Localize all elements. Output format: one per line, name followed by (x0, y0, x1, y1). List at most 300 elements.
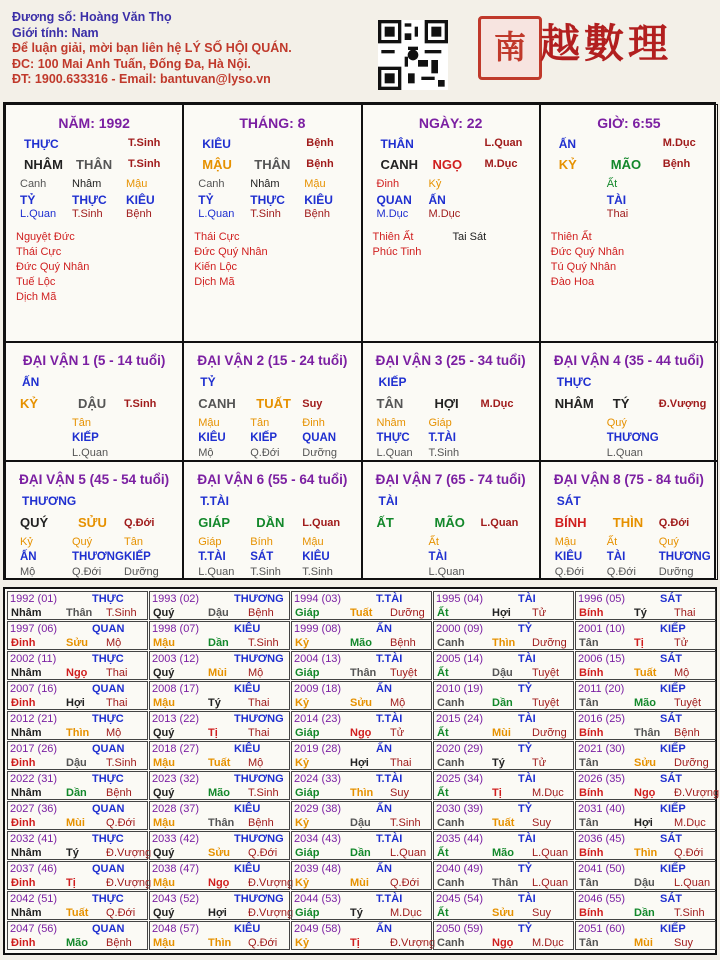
year-cell (7, 651, 148, 680)
pillar-stem: CANH (380, 157, 419, 172)
year-cell (575, 771, 720, 800)
year-cell (149, 771, 290, 800)
year-label: 2014 (23) (294, 713, 342, 725)
year-stem: Tân (579, 877, 599, 889)
dai-van-branch: HỢI (434, 396, 459, 411)
year-branch: Dần (492, 697, 513, 709)
year-stem: Giáp (295, 787, 320, 799)
year-state: Q.Đới (248, 937, 278, 949)
year-cell (149, 861, 294, 890)
year-label: 2019 (28) (294, 743, 342, 755)
year-branch: Sửu (66, 637, 89, 649)
year-stem: Quý (153, 607, 175, 619)
year-label: 2038 (47) (152, 863, 200, 875)
year-state: Mộ (390, 697, 406, 709)
dai-van-state: Q.Đới (124, 517, 155, 529)
pillar-title: NGÀY: 22 (418, 115, 483, 131)
pillar-title: THÁNG: 8 (239, 115, 306, 131)
year-state: L.Quan (390, 847, 427, 859)
year-cell (7, 801, 148, 830)
pillar-branch: MÃO (610, 157, 642, 172)
year-stem: Quý (153, 667, 175, 679)
year-stem: Ất (437, 727, 449, 739)
dai-van-hidden: Nhâm (376, 417, 406, 429)
year-branch: Thìn (492, 637, 516, 649)
year-label: 2006 (15) (578, 653, 626, 665)
pillar-god-state: L.Quan (484, 137, 523, 149)
pillar-cell (183, 104, 361, 342)
year-god: QUAN (92, 743, 125, 755)
dai-van-hidden: Bính (250, 536, 273, 548)
year-stem: Đinh (11, 697, 36, 709)
year-state: Q.Đới (390, 877, 420, 889)
year-state: Tử (390, 727, 405, 739)
dai-van-hidden: Tân (250, 417, 270, 429)
year-branch: Mùi (208, 667, 227, 679)
shen-sha-star: Đức Quý Nhân (16, 261, 90, 273)
year-stem: Giáp (295, 847, 320, 859)
dai-van-hidden: Dưỡng (302, 447, 338, 459)
year-branch: Ngọ (208, 877, 230, 889)
year-stem: Đinh (11, 757, 36, 769)
year-stem: Kỷ (295, 697, 310, 709)
year-stem: Giáp (295, 607, 320, 619)
hidden-stem: Canh (198, 178, 225, 190)
year-cell (149, 651, 290, 680)
year-cell (433, 681, 574, 710)
year-state: Suy (390, 787, 409, 799)
hidden-stem: M.Dục (428, 208, 461, 220)
year-state: Mộ (248, 667, 264, 679)
year-state: Bệnh (106, 787, 132, 799)
year-god: TÀI (518, 653, 536, 665)
year-state: Đ.Vượng (390, 937, 436, 949)
hidden-stem: THỰC (250, 193, 285, 207)
year-cell (7, 741, 148, 770)
year-branch: Thân (350, 667, 377, 679)
dai-van-stem: QUÝ (20, 515, 49, 530)
dai-van-hidden: THƯƠNG (606, 432, 659, 444)
year-god: T.TÀI (376, 653, 403, 665)
year-cell (433, 921, 574, 950)
year-stem: Tân (579, 817, 599, 829)
year-branch: Dần (208, 637, 229, 649)
year-cell (433, 801, 574, 830)
year-state: Q.Đới (106, 907, 136, 919)
year-stem: Ất (437, 787, 449, 799)
year-label: 2020 (29) (436, 743, 484, 755)
year-stem: Nhâm (11, 607, 42, 619)
year-label: 2035 (44) (436, 833, 484, 845)
dai-van-stem: KỶ (20, 396, 39, 411)
dai-van-hidden: Mậu (302, 536, 324, 548)
year-branch: Sửu (208, 847, 231, 859)
year-god: THỰC (92, 653, 124, 665)
dai-van-god: SÁT (556, 494, 581, 508)
year-cell (291, 891, 432, 920)
year-branch: Tý (350, 907, 363, 919)
year-god: TÀI (518, 593, 536, 605)
year-god: QUAN (92, 923, 125, 935)
dai-van-hidden: Mậu (554, 536, 577, 548)
year-state: Mộ (248, 757, 264, 769)
dai-van-hidden: Giáp (198, 536, 222, 548)
dai-van-hidden: L.Quan (376, 447, 413, 459)
dai-van-hidden: T.Sinh (302, 566, 333, 578)
year-stem: Mậu (153, 757, 175, 769)
year-stem: Bính (579, 907, 604, 919)
year-state: Tuyệt (532, 667, 560, 679)
year-label: 2050 (59) (436, 923, 484, 935)
dai-van-state: M.Dục (480, 398, 514, 410)
dai-van-cell (540, 461, 718, 580)
year-state: Thai (106, 697, 128, 709)
dai-van-hidden: Q.Đới (72, 566, 102, 578)
pillar-god: KIÊU (202, 137, 231, 151)
year-label: 1997 (06) (10, 623, 58, 635)
year-label: 2026 (35) (578, 773, 626, 785)
shen-sha-star: Tai Sát (452, 231, 487, 243)
year-stem: Ất (437, 607, 449, 619)
dai-van-hidden: L.Quan (198, 566, 235, 578)
year-god: ẤN (376, 923, 392, 935)
year-cell (7, 891, 148, 920)
year-branch: Tị (492, 787, 502, 799)
year-state: Q.Đới (674, 847, 704, 859)
dai-van-god: TỶ (200, 375, 216, 389)
year-state: Bệnh (390, 637, 416, 649)
dai-van-title: ĐẠI VẬN 2 (15 - 24 tuổi) (197, 353, 348, 368)
dai-van-hidden: L.Quan (606, 447, 643, 459)
year-branch: Dậu (634, 877, 655, 889)
qr-code-icon (378, 20, 448, 90)
shen-sha-star: Nguyệt Đức (16, 231, 75, 243)
dai-van-hidden: TÀI (428, 551, 448, 563)
year-god: ẤN (376, 743, 392, 755)
dai-van-cell (362, 342, 540, 461)
hidden-stem: M.Dục (376, 208, 409, 220)
year-branch: Mão (634, 697, 656, 709)
dai-van-hidden: Q.Đới (250, 447, 280, 459)
year-cell (575, 891, 716, 920)
year-cell (433, 651, 574, 680)
hidden-stem: QUAN (376, 193, 412, 207)
pillar-god: ẤN (558, 137, 577, 151)
year-cell (433, 741, 574, 770)
year-cell (575, 831, 716, 860)
year-cell (291, 621, 432, 650)
year-branch: Sửu (634, 757, 657, 769)
year-branch: Mùi (634, 937, 653, 949)
year-god: THƯƠNG (234, 713, 284, 725)
dai-van-hidden: Mộ (198, 447, 214, 459)
year-branch: Ngọ (492, 937, 514, 949)
year-label: 2031 (40) (578, 803, 626, 815)
year-stem: Đinh (11, 937, 36, 949)
hidden-stem: Nhâm (72, 178, 102, 190)
dai-van-hidden: ẤN (20, 551, 37, 563)
year-stem: Giáp (295, 727, 320, 739)
dai-van-branch: DẦN (256, 515, 285, 530)
dai-van-branch: THÌN (612, 515, 644, 530)
dai-van-branch: SỬU (78, 515, 107, 530)
year-label: 2044 (53) (294, 893, 342, 905)
year-stem: Giáp (295, 907, 320, 919)
year-label: 2016 (25) (578, 713, 626, 725)
year-god: KIẾP (660, 923, 686, 935)
year-cell (291, 741, 432, 770)
year-cell (575, 651, 716, 680)
year-stem: Kỷ (295, 637, 310, 649)
brand-logo-text: 越數理 (540, 20, 672, 67)
year-god: TÀI (518, 833, 536, 845)
year-branch: Hợi (634, 817, 653, 829)
year-grid (3, 587, 720, 955)
year-label: 1996 (05) (578, 593, 626, 605)
year-god: THƯƠNG (234, 653, 284, 665)
dai-van-hidden: KIẾP (72, 432, 99, 444)
year-stem: Canh (437, 937, 465, 949)
year-god: T.TÀI (376, 593, 403, 605)
year-label: 2003 (12) (152, 653, 200, 665)
year-branch: Hợi (66, 697, 85, 709)
dai-van-branch: TUẤT (256, 396, 291, 411)
year-god: T.TÀI (376, 833, 403, 845)
year-god: THƯƠNG (234, 593, 284, 605)
year-cell (575, 711, 716, 740)
year-branch: Hợi (208, 907, 227, 919)
pillar-stem: MẬU (202, 157, 232, 172)
year-label: 2023 (32) (152, 773, 200, 785)
year-stem: Canh (437, 697, 465, 709)
year-god: KIÊU (234, 623, 261, 635)
hidden-stem: Mậu (304, 178, 326, 190)
year-state: M.Dục (390, 907, 422, 919)
year-label: 2048 (57) (152, 923, 200, 935)
year-label: 1992 (01) (10, 593, 58, 605)
year-branch: Thân (634, 727, 661, 739)
year-state: Đ.Vượng (106, 847, 152, 859)
pillar-stem: KỶ (558, 157, 577, 172)
dai-van-state: Suy (302, 398, 323, 410)
year-stem: Đinh (11, 817, 36, 829)
year-cell (7, 711, 148, 740)
year-label: 2000 (09) (436, 623, 484, 635)
year-stem: Tân (579, 637, 599, 649)
year-stem: Quý (153, 907, 175, 919)
year-label: 1998 (07) (152, 623, 200, 635)
shen-sha-star: Phúc Tinh (372, 246, 422, 258)
dai-van-title: ĐẠI VẬN 5 (45 - 54 tuổi) (19, 472, 170, 487)
year-state: Tuyệt (674, 697, 702, 709)
year-stem: Canh (437, 637, 465, 649)
dai-van-god: TÀI (378, 494, 398, 508)
year-god: QUAN (92, 623, 125, 635)
year-stem: Đinh (11, 877, 36, 889)
year-state: Tử (532, 757, 547, 769)
year-stem: Tân (579, 757, 599, 769)
year-branch: Mùi (66, 817, 85, 829)
year-cell (575, 681, 716, 710)
year-god: THƯƠNG (234, 773, 284, 785)
year-label: 2018 (27) (152, 743, 200, 755)
dai-van-hidden: Giáp (428, 417, 452, 429)
year-branch: Tuất (66, 907, 89, 919)
year-label: 2049 (58) (294, 923, 342, 935)
pillar-branch: NGỌ (432, 157, 463, 172)
year-state: Mộ (674, 667, 690, 679)
year-label: 2034 (43) (294, 833, 342, 845)
year-god: T.TÀI (376, 713, 403, 725)
year-god: THƯƠNG (234, 893, 284, 905)
year-branch: Dậu (350, 817, 371, 829)
pillar-branch: THÂN (76, 157, 113, 172)
year-stem: Mậu (153, 877, 175, 889)
year-branch: Thìn (634, 847, 658, 859)
year-cell (291, 861, 432, 890)
dai-van-branch: DẬU (78, 396, 107, 411)
dai-van-title: ĐẠI VẬN 3 (25 - 34 tuổi) (375, 353, 526, 368)
year-god: THỰC (92, 773, 124, 785)
year-cell (575, 621, 716, 650)
year-god: THỰC (92, 713, 124, 725)
dai-van-hidden: Quý (658, 536, 679, 548)
hidden-stem: Ất (606, 178, 618, 190)
dai-van-hidden: Ất (428, 536, 439, 548)
year-state: Thai (248, 727, 270, 739)
year-state: Dưỡng (532, 637, 567, 649)
pillar-branch: THÂN (254, 157, 291, 172)
year-god: QUAN (92, 863, 125, 875)
year-stem: Nhâm (11, 907, 42, 919)
year-cell (291, 651, 432, 680)
chart-main (3, 102, 716, 580)
dai-van-cell (362, 461, 540, 580)
year-god: SÁT (660, 653, 682, 665)
year-cell (291, 921, 436, 950)
year-branch: Thìn (208, 937, 232, 949)
pillar-cell (5, 104, 183, 342)
year-god: TỶ (518, 683, 533, 695)
year-god: KIẾP (660, 743, 686, 755)
year-stem: Bính (579, 607, 604, 619)
year-stem: Quý (153, 847, 175, 859)
pillar-branch-state: T.Sinh (128, 158, 161, 170)
shen-sha-star: Thái Cực (16, 246, 62, 258)
hidden-stem: TỶ (20, 193, 36, 207)
year-label: 2042 (51) (10, 893, 58, 905)
year-god: THỰC (92, 833, 124, 845)
pillar-branch-state: M.Dục (484, 158, 518, 170)
dai-van-stem: GIÁP (198, 515, 231, 530)
year-stem: Bính (579, 667, 604, 679)
hidden-stem: Kỷ (428, 178, 442, 190)
year-cell (7, 591, 148, 620)
year-label: 1999 (08) (294, 623, 342, 635)
year-state: T.Sinh (106, 607, 137, 619)
year-state: Bệnh (674, 727, 700, 739)
year-label: 2033 (42) (152, 833, 200, 845)
dai-van-hidden: Quý (606, 417, 627, 429)
year-state: Dưỡng (532, 727, 567, 739)
hidden-stem: T.Sinh (250, 208, 281, 220)
year-stem: Kỷ (295, 757, 310, 769)
year-state: L.Quan (532, 847, 569, 859)
year-stem: Nhâm (11, 787, 42, 799)
year-god: TỶ (518, 623, 533, 635)
pillar-god-state: Bệnh (306, 137, 334, 149)
year-cell (575, 921, 716, 950)
year-state: Suy (532, 817, 551, 829)
year-cell (433, 891, 574, 920)
year-god: KIÊU (234, 803, 261, 815)
year-cell (149, 621, 290, 650)
shen-sha-star: Thái Cực (194, 231, 240, 243)
year-label: 2001 (10) (578, 623, 626, 635)
year-branch: Tuất (208, 757, 231, 769)
year-state: Thai (106, 667, 128, 679)
year-stem: Mậu (153, 637, 175, 649)
year-label: 2030 (39) (436, 803, 484, 815)
year-label: 2010 (19) (436, 683, 484, 695)
year-branch: Ngọ (66, 667, 88, 679)
owner-line: Đương số: Hoàng Văn Thọ (12, 10, 172, 24)
year-label: 2046 (55) (578, 893, 626, 905)
dai-van-state: T.Sinh (124, 398, 157, 410)
year-branch: Dậu (66, 757, 87, 769)
year-branch: Tuất (634, 667, 657, 679)
year-god: ẤN (376, 623, 392, 635)
dai-van-stem: BÍNH (554, 515, 587, 530)
year-state: M.Dục (532, 937, 564, 949)
year-branch: Dậu (492, 667, 513, 679)
year-god: TÀI (518, 893, 536, 905)
year-label: 2017 (26) (10, 743, 58, 755)
shen-sha-star: Dịch Mã (16, 291, 57, 303)
year-state: Thai (248, 697, 270, 709)
year-branch: Tị (350, 937, 360, 949)
year-god: KIẾP (660, 683, 686, 695)
shen-sha-star: Đức Quý Nhân (194, 246, 268, 258)
year-cell (575, 741, 716, 770)
shen-sha-star: Đức Quý Nhân (550, 246, 625, 258)
year-stem: Bính (579, 787, 604, 799)
year-label: 2011 (20) (578, 683, 625, 695)
year-god: ẤN (376, 863, 392, 875)
year-stem: Bính (579, 727, 604, 739)
year-state: L.Quan (674, 877, 711, 889)
dai-van-hidden: Tân (124, 536, 143, 548)
year-branch: Tý (66, 847, 79, 859)
dai-van-stem: CANH (198, 396, 236, 411)
dai-van-hidden: Đinh (302, 417, 325, 429)
dai-van-title: ĐẠI VẬN 1 (5 - 14 tuổi) (22, 353, 166, 368)
year-label: 2007 (16) (10, 683, 58, 695)
year-god: SÁT (660, 713, 682, 725)
year-cell (291, 591, 432, 620)
year-state: T.Sinh (674, 907, 705, 919)
dai-van-hidden: Mậu (198, 417, 220, 429)
dai-van-branch: TÝ (612, 396, 630, 411)
year-branch: Thân (208, 817, 235, 829)
year-label: 2037 (46) (10, 863, 58, 875)
year-god: SÁT (660, 833, 682, 845)
pillar-cell (362, 104, 540, 342)
year-state: M.Dục (532, 787, 564, 799)
year-cell (149, 801, 290, 830)
year-label: 2027 (36) (10, 803, 58, 815)
dai-van-hidden: THỰC (376, 432, 410, 444)
